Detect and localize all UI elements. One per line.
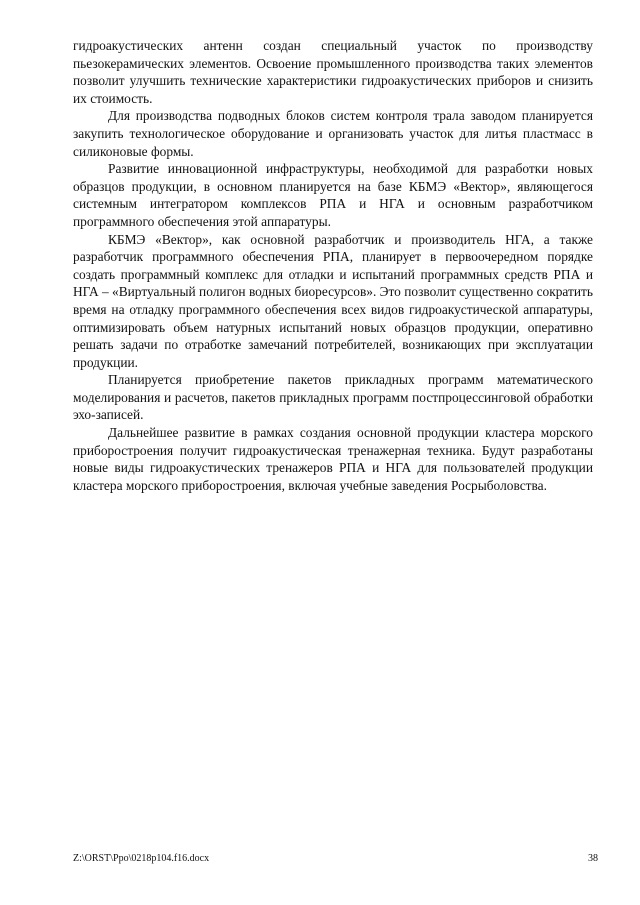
- paragraph: Развитие инновационной инфраструктуры, необходимой для разработки новых образцов продукции, в основном планируется на базе КБМЭ «Вектор», являющегося системным интегратором комплексов РПА и НГА и основным разработчиком программного обеспечения этой аппаратуры.: [73, 161, 593, 229]
- paragraph-continued: гидроакустических антенн создан специальный участок по производству пьезокерамических элементов. Освоение промышленного производства таких элементов позволит улучшить технические характеристики гидроакустических приборов и снизить их стоимость.: [73, 38, 593, 106]
- footer-page-number: 38: [588, 853, 598, 864]
- document-body: [73, 37, 593, 494]
- paragraph: Для производства подводных блоков систем контроля трала заводом планируется закупить технологическое оборудование и организовать участок для литья пластмасс в силиконовые формы.: [73, 108, 593, 159]
- paragraph: Планируется приобретение пакетов прикладных программ математического моделирования и расчетов, пакетов прикладных программ постпроцессинговой обработки эхо-записей.: [73, 372, 593, 423]
- paragraph: Дальнейшее развитие в рамках создания основной продукции кластера морского приборостроения получит гидроакустическая тренажерная техника. Будут разработаны новые виды гидроакустических тренажеров РПА и НГА для пользователей продукции кластера морского приборостроения, включая учебные заведения Росрыболовства.: [73, 425, 593, 493]
- paragraph: КБМЭ «Вектор», как основной разработчик и производитель НГА, а также разработчик программного обеспечения РПА, планирует в первоочередном порядке создать программный комплекс для отладки и испытаний программных средств РПА и НГА – «Виртуальный полигон водных биоресурсов». Это позволит существенно сократить время на отладку программного обеспечения всех видов гидроакустической аппаратуры, оптимизировать объем натурных испытаний новых образцов продукции, оперативно решать задачи по отработке замечаний потребителей, возникающих при эксплуатации продукции.: [73, 231, 593, 370]
- footer-file-path: Z:\ORST\Ppo\0218p104.f16.docx: [73, 853, 210, 864]
